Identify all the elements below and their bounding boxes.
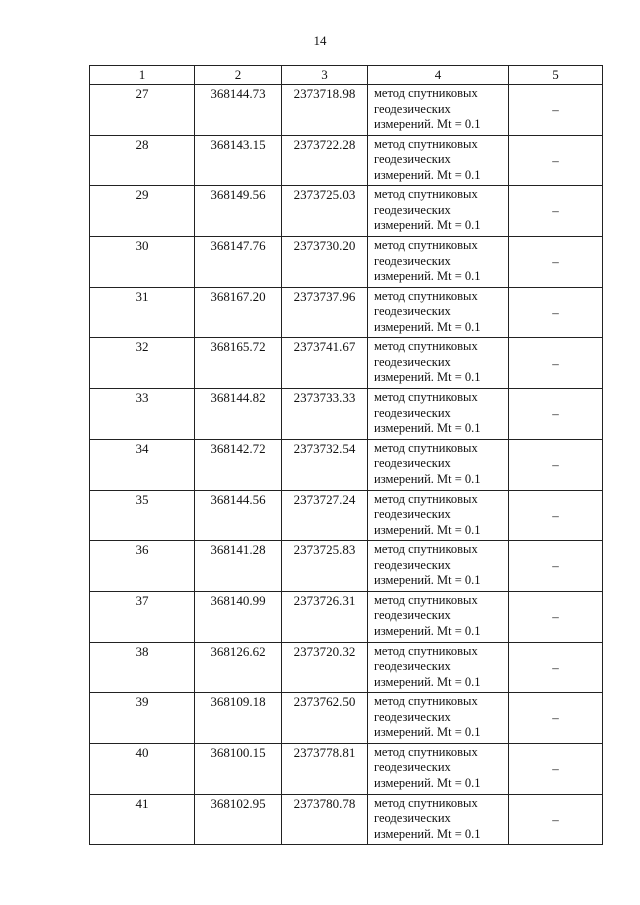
note-cell: – (509, 642, 603, 693)
method-line: метод спутниковых (374, 491, 478, 506)
coordinate-y: 2373732.54 (282, 439, 368, 490)
coordinate-x: 368144.82 (195, 389, 282, 440)
method-cell (368, 85, 509, 136)
method-cell (368, 389, 509, 440)
method-line: измерений. Mt = 0.1 (374, 218, 481, 233)
table-row (90, 237, 603, 288)
table-row (90, 338, 603, 389)
coordinate-x: 368102.95 (195, 794, 282, 845)
method-line: метод спутниковых (374, 795, 478, 810)
note-cell: – (509, 693, 603, 744)
coordinate-x: 368141.28 (195, 541, 282, 592)
method-line: метод спутниковых (374, 339, 478, 354)
table-row (90, 693, 603, 744)
table-row (90, 743, 603, 794)
method-cell (368, 541, 509, 592)
table-body (90, 85, 603, 845)
point-number: 37 (90, 591, 195, 642)
method-line: метод спутниковых (374, 86, 478, 100)
method-line: измерений. Mt = 0.1 (374, 471, 481, 486)
method-cell (368, 693, 509, 744)
coordinate-x: 368147.76 (195, 237, 282, 288)
point-number: 33 (90, 389, 195, 440)
note-cell: – (509, 237, 603, 288)
point-number: 35 (90, 490, 195, 541)
table-row (90, 287, 603, 338)
method-line: геодезических (374, 101, 451, 116)
coordinate-x: 368109.18 (195, 693, 282, 744)
method-line: измерений. Mt = 0.1 (374, 319, 481, 334)
point-number: 29 (90, 186, 195, 237)
point-number: 30 (90, 237, 195, 288)
method-line: метод спутниковых (374, 542, 478, 557)
method-line: метод спутниковых (374, 592, 478, 607)
method-line: метод спутниковых (374, 136, 478, 151)
method-line: геодезических (374, 354, 451, 369)
method-line: геодезических (374, 709, 451, 724)
point-number: 38 (90, 642, 195, 693)
method-line: измерений. Mt = 0.1 (374, 775, 481, 790)
method-line: геодезических (374, 557, 451, 572)
coordinate-y: 2373741.67 (282, 338, 368, 389)
note-cell: – (509, 186, 603, 237)
table-row (90, 85, 603, 136)
note-cell: – (509, 591, 603, 642)
method-cell (368, 642, 509, 693)
coordinate-x: 368144.56 (195, 490, 282, 541)
table-row (90, 389, 603, 440)
coordinate-y: 2373720.32 (282, 642, 368, 693)
method-line: геодезических (374, 304, 451, 319)
point-number: 28 (90, 135, 195, 186)
header-col-4: 4 (368, 66, 509, 85)
coordinate-x: 368100.15 (195, 743, 282, 794)
coordinate-y: 2373733.33 (282, 389, 368, 440)
coordinate-x: 368144.73 (195, 85, 282, 136)
method-line: измерений. Mt = 0.1 (374, 522, 481, 537)
note-cell: – (509, 135, 603, 186)
note-cell: – (509, 287, 603, 338)
method-line: метод спутниковых (374, 390, 478, 405)
coordinate-y: 2373722.28 (282, 135, 368, 186)
note-cell: – (509, 743, 603, 794)
note-cell: – (509, 794, 603, 845)
method-cell (368, 135, 509, 186)
header-col-1: 1 (90, 66, 195, 85)
coordinate-y: 2373718.98 (282, 85, 368, 136)
method-cell (368, 591, 509, 642)
method-cell (368, 490, 509, 541)
note-cell: – (509, 490, 603, 541)
table-header-row (90, 66, 603, 85)
coordinates-table (89, 65, 603, 845)
header-col-3: 3 (282, 66, 368, 85)
method-line: геодезических (374, 811, 451, 826)
method-line: метод спутниковых (374, 187, 478, 202)
point-number: 34 (90, 439, 195, 490)
coordinate-y: 2373780.78 (282, 794, 368, 845)
note-cell: – (509, 338, 603, 389)
table-row (90, 186, 603, 237)
table-row (90, 591, 603, 642)
coordinate-y: 2373730.20 (282, 237, 368, 288)
method-line: измерений. Mt = 0.1 (374, 167, 481, 182)
coordinate-y: 2373762.50 (282, 693, 368, 744)
coordinate-x: 368167.20 (195, 287, 282, 338)
coordinate-x: 368165.72 (195, 338, 282, 389)
coordinate-y: 2373725.83 (282, 541, 368, 592)
point-number: 27 (90, 85, 195, 136)
note-cell: – (509, 439, 603, 490)
point-number: 31 (90, 287, 195, 338)
method-line: метод спутниковых (374, 288, 478, 303)
method-line: геодезических (374, 253, 451, 268)
header-col-2: 2 (195, 66, 282, 85)
method-line: метод спутниковых (374, 643, 478, 658)
method-line: геодезических (374, 202, 451, 217)
coordinate-x: 368143.15 (195, 135, 282, 186)
method-line: геодезических (374, 608, 451, 623)
coordinate-y: 2373737.96 (282, 287, 368, 338)
coordinate-y: 2373726.31 (282, 591, 368, 642)
method-cell (368, 794, 509, 845)
method-cell (368, 338, 509, 389)
point-number: 39 (90, 693, 195, 744)
method-line: геодезических (374, 507, 451, 521)
method-line: геодезических (374, 456, 451, 471)
table-row (90, 490, 603, 541)
table-row (90, 642, 603, 693)
coordinate-y: 2373778.81 (282, 743, 368, 794)
method-line: метод спутниковых (374, 744, 478, 759)
method-cell (368, 237, 509, 288)
method-line: измерений. Mt = 0.1 (374, 573, 481, 588)
coordinate-x: 368140.99 (195, 591, 282, 642)
method-cell (368, 439, 509, 490)
method-line: измерений. Mt = 0.1 (374, 117, 481, 131)
method-line: геодезических (374, 760, 451, 775)
method-line: измерений. Mt = 0.1 (374, 623, 481, 638)
table-row (90, 541, 603, 592)
note-cell: – (509, 541, 603, 592)
point-number: 41 (90, 794, 195, 845)
method-line: геодезических (374, 152, 451, 167)
method-line: метод спутниковых (374, 440, 478, 455)
coordinate-x: 368149.56 (195, 186, 282, 237)
method-line: измерений. Mt = 0.1 (374, 370, 481, 385)
coordinate-y: 2373725.03 (282, 186, 368, 237)
header-col-5: 5 (509, 66, 603, 85)
method-cell (368, 287, 509, 338)
coordinate-x: 368142.72 (195, 439, 282, 490)
method-line: измерений. Mt = 0.1 (374, 725, 481, 740)
table-row (90, 439, 603, 490)
note-cell: – (509, 85, 603, 136)
coordinate-x: 368126.62 (195, 642, 282, 693)
method-line: метод спутниковых (374, 238, 478, 253)
method-line: измерений. Mt = 0.1 (374, 269, 481, 284)
table-row (90, 135, 603, 186)
method-line: измерений. Mt = 0.1 (374, 674, 481, 689)
method-line: измерений. Mt = 0.1 (374, 826, 481, 841)
method-cell (368, 186, 509, 237)
method-line: геодезических (374, 405, 451, 420)
point-number: 32 (90, 338, 195, 389)
method-cell (368, 743, 509, 794)
method-line: измерений. Mt = 0.1 (374, 421, 481, 436)
page-number: 14 (313, 33, 327, 48)
coordinate-y: 2373727.24 (282, 490, 368, 541)
point-number: 36 (90, 541, 195, 592)
table-row (90, 794, 603, 845)
method-line: метод спутниковых (374, 694, 478, 709)
note-cell: – (509, 389, 603, 440)
point-number: 40 (90, 743, 195, 794)
method-line: геодезических (374, 659, 451, 674)
